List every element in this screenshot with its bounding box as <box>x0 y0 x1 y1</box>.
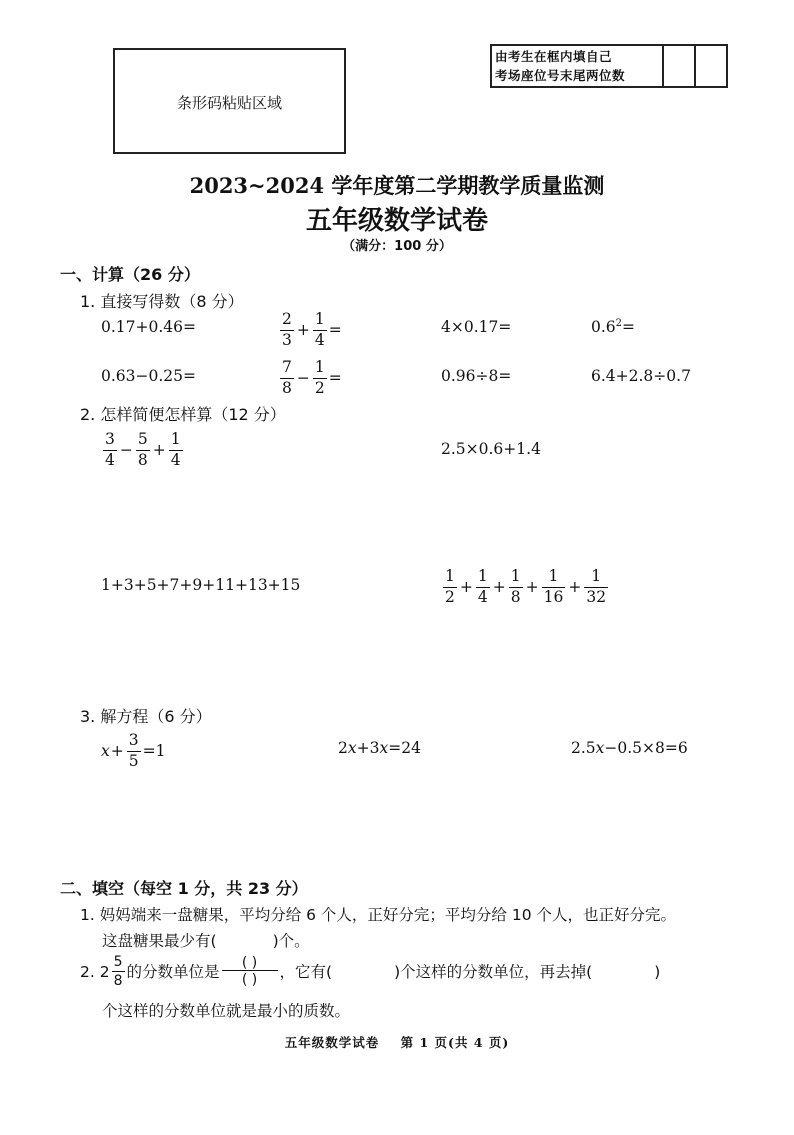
denominator: 4 <box>170 450 181 469</box>
variable: x <box>379 739 389 757</box>
operator: + <box>492 578 506 596</box>
exam-term-title: 2023~2024 学年度第二学期教学质量监测 <box>189 173 605 198</box>
q1-item-g: 0.96÷8= <box>441 367 512 385</box>
equals: = <box>622 318 636 336</box>
seat-number-box <box>490 44 728 88</box>
fraction <box>280 312 294 348</box>
denominator: 32 <box>586 587 607 606</box>
q3-label: 3. 解方程（6 分） <box>80 707 212 726</box>
numerator: 1 <box>477 567 488 585</box>
operator: + <box>152 441 166 459</box>
q1-item-f <box>278 360 342 396</box>
base: 0.6 <box>591 318 616 336</box>
seat-instruction-line1: 由考生在框内填自己 <box>495 49 613 64</box>
seat-instruction <box>492 46 664 86</box>
fraction <box>313 360 327 396</box>
operator: − <box>119 441 133 459</box>
numerator: 1 <box>170 430 181 448</box>
fraction <box>280 360 294 396</box>
q1-item-h: 6.4+2.8÷0.7 <box>591 367 691 385</box>
text: ，它有( <box>279 962 333 981</box>
numerator: 1 <box>510 567 521 585</box>
numerator: 1 <box>548 567 559 585</box>
numerator: 1 <box>314 310 325 328</box>
barcode-label: 条形码粘贴区域 <box>176 94 282 112</box>
seat-instruction-line2: 考场座位号末尾两位数 <box>495 68 626 83</box>
denominator: 16 <box>543 587 564 606</box>
barcode-area <box>113 48 346 154</box>
equation-rhs: =24 <box>388 739 421 757</box>
q3-item-b <box>338 739 421 757</box>
equation-rhs: −0.5×8=6 <box>604 739 688 757</box>
operator: + <box>110 742 124 760</box>
denominator: 2 <box>445 587 455 606</box>
operator: + <box>568 578 582 596</box>
denominator: 8 <box>137 450 148 469</box>
text: ) <box>654 962 661 981</box>
operator: + <box>459 578 473 596</box>
coefficient: 2.5 <box>571 739 596 757</box>
q2-label: 2. 怎样简便怎样算（12 分） <box>80 405 286 424</box>
fill-q2-line2: 个这样的分数单位就是最小的质数。 <box>102 1002 351 1020</box>
text: )个。 <box>272 932 310 950</box>
fraction <box>127 733 141 769</box>
fraction <box>476 569 490 605</box>
q2-item-c: 1+3+5+7+9+11+13+15 <box>101 576 301 594</box>
q3-item-c <box>571 739 688 757</box>
text: 的分数单位是 <box>126 962 220 981</box>
equation-rhs: =1 <box>142 742 166 760</box>
numerator: 1 <box>314 358 325 376</box>
numerator: 3 <box>105 430 115 448</box>
exam-title: 五年级数学试卷 <box>305 206 488 236</box>
numerator: 5 <box>113 954 123 970</box>
fraction <box>169 432 183 468</box>
blank-numerator[interactable]: ( ) <box>241 955 258 971</box>
q1-item-d <box>591 318 635 336</box>
denominator: 8 <box>510 587 521 606</box>
coefficient: 2 <box>338 739 348 757</box>
q1-item-c: 4×0.17= <box>441 318 512 336</box>
denominator: 3 <box>282 330 292 349</box>
denominator: 8 <box>282 378 292 397</box>
fraction <box>313 312 327 348</box>
operator: − <box>296 369 310 387</box>
exponent: 2 <box>615 318 623 329</box>
fill-q1-line2 <box>102 926 310 956</box>
numerator: 2 <box>282 310 292 328</box>
blank-denominator[interactable]: ( ) <box>222 970 278 987</box>
fraction <box>509 569 523 605</box>
fraction <box>136 432 150 468</box>
answer-blank-fraction[interactable] <box>222 956 278 987</box>
full-score: （满分：100 分） <box>342 239 452 254</box>
denominator: 4 <box>477 587 488 606</box>
operator: + <box>525 578 539 596</box>
numerator: 1 <box>445 567 455 585</box>
question-prefix: 2. 2 <box>80 962 110 981</box>
operator: + <box>296 321 310 339</box>
equals: = <box>328 369 342 387</box>
equals: = <box>328 321 342 339</box>
seat-digit-cell-1[interactable] <box>664 46 696 86</box>
denominator: 4 <box>314 330 325 349</box>
q2-item-d <box>441 569 610 605</box>
numerator: 7 <box>282 358 292 376</box>
q1-item-a: 0.17+0.46= <box>101 318 196 336</box>
denominator: 2 <box>314 378 325 397</box>
q1-item-b <box>278 312 342 348</box>
fraction <box>542 569 566 605</box>
fraction <box>443 569 457 605</box>
q2-item-a <box>101 432 185 468</box>
fraction <box>584 569 608 605</box>
fill-q1-line1: 1. 妈妈端来一盘糖果，平均分给 6 个人，正好分完；平均分给 10 个人，也正好分完。 <box>80 906 677 924</box>
numerator: 1 <box>591 567 602 585</box>
page-footer: 五年级数学试卷 第 1 页(共 4 页) <box>284 1035 510 1050</box>
fraction <box>103 432 117 468</box>
variable: x <box>347 739 357 757</box>
q3-item-a <box>101 733 165 769</box>
denominator: 4 <box>105 450 115 469</box>
section2-heading: 二、填空（每空 1 分，共 23 分） <box>60 879 308 898</box>
variable: x <box>101 742 110 760</box>
q1-label: 1. 直接写得数（8 分） <box>80 292 244 311</box>
numerator: 3 <box>128 731 139 749</box>
q1-item-e: 0.63−0.25= <box>101 367 196 385</box>
denominator: 8 <box>113 973 123 989</box>
text: )个这样的分数单位，再去掉( <box>394 962 593 981</box>
term: +3 <box>356 739 380 757</box>
variable: x <box>595 739 605 757</box>
numerator: 5 <box>137 430 148 448</box>
mixed-number-fraction <box>112 955 125 988</box>
section1-heading: 一、计算（26 分） <box>60 265 200 284</box>
fill-q2-line1 <box>80 955 660 988</box>
q2-item-b: 2.5×0.6+1.4 <box>441 440 541 458</box>
text: 这盘糖果最少有( <box>102 932 217 950</box>
denominator: 5 <box>128 751 139 770</box>
seat-digit-cell-2[interactable] <box>696 46 726 86</box>
